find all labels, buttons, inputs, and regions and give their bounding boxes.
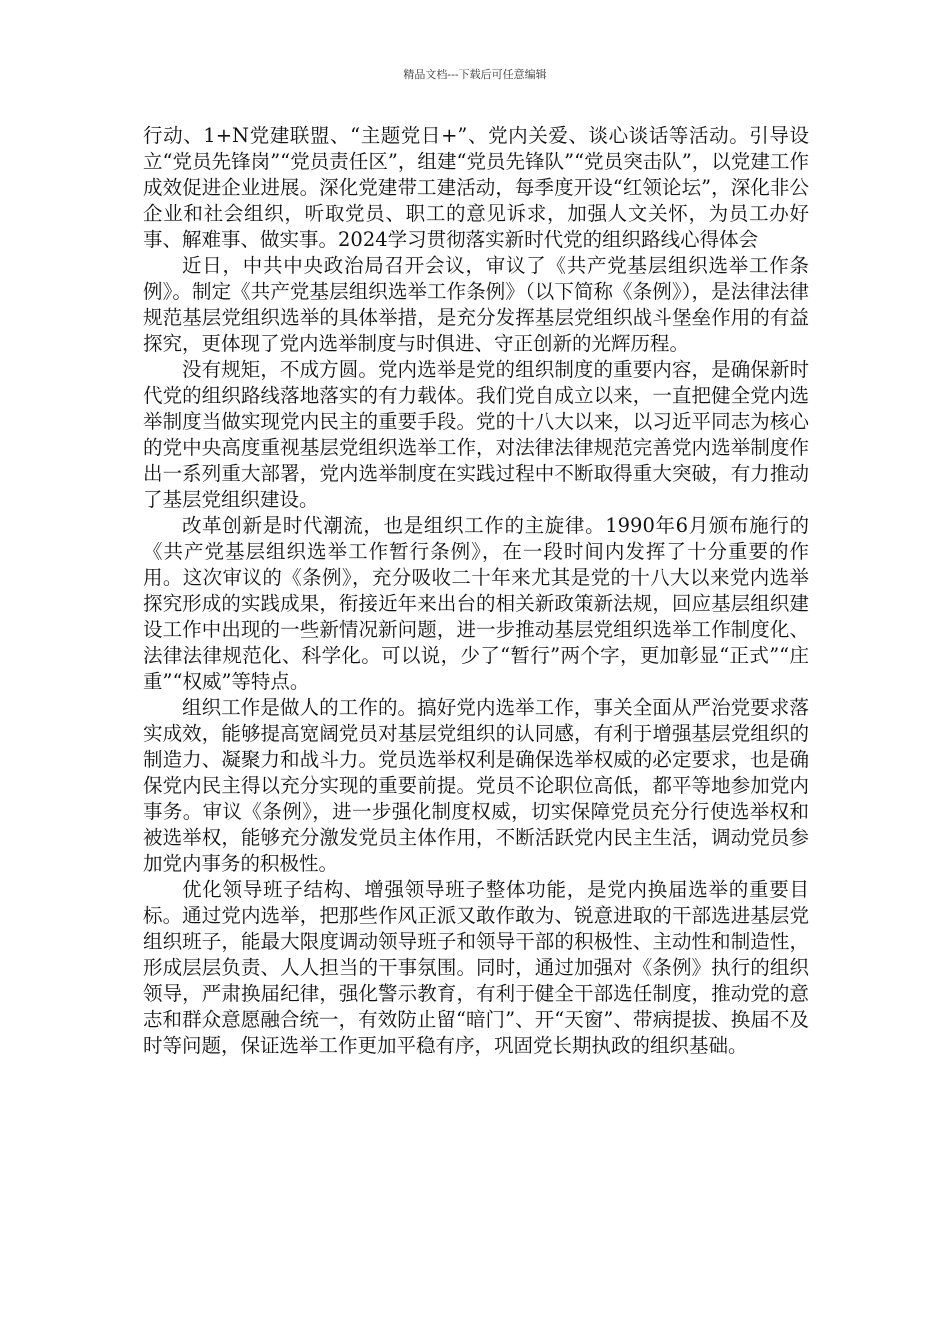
paragraph: 改革创新是时代潮流，也是组织工作的主旋律。1990年6月颁布施行的《共产党基层组织选举工作暂行条例》，在一段时间内发挥了十分重要的作用。这次审议的《条例》，充分吸收二十年来尤其是党的十八大以来党内选举探究形成的实践成果，衔接近年来出台的相关新政策新法规，回应基层组织建设工作中出现的一些新情况新问题，进一步推动基层党组织选举工作制度化、法律法律规范化、科学化。可以说，少了“暂行”两个字，更加彰显“正式”“庄重”“权威”等特点。	[143, 514, 809, 693]
paragraph: 没有规矩，不成方圆。党内选举是党的组织制度的重要内容，是确保新时代党的组织路线落地落实的有力载体。我们党自成立以来，一直把健全党内选举制度当做实现党内民主的重要手段。党的十八大以来，以习近平同志为核心的党中央高度重视基层党组织选举工作，对法律法律规范完善党内选举制度作出一系列重大部署，党内选举制度在实践过程中不断取得重大突破，有力推动了基层党组织建设。	[143, 358, 809, 511]
paragraph: 优化领导班子结构、增强领导班子整体功能，是党内换届选举的重要目标。通过党内选举，把那些作风正派又敢作敢为、锐意进取的干部选进基层党组织班子，能最大限度调动领导班子和领导干部的积极性、主动性和制造性，形成层层负责、人人担当的干事氛围。同时，通过加强对《条例》执行的组织领导，严肃换届纪律，强化警示教育，有利于健全干部选任制度，推动党的意志和群众意愿融合统一，有效防止留“暗门”、开“天窗”、带病提拔、换届不及时等问题，保证选举工作更加平稳有序，巩固党长期执政的组织基础。	[143, 878, 809, 1057]
page-header-note: 精品文档---下载后可任意编辑	[403, 68, 547, 81]
paragraph: 组织工作是做人的工作的。搞好党内选举工作，事关全面从严治党要求落实成效，能够提高宽阔党员对基层党组织的认同感，有利于增强基层党组织的制造力、凝聚力和战斗力。党员选举权利是确保选举权威的必定要求，也是确保党内民主得以充分实现的重要前提。党员不论职位高低，都平等地参加党内事务。审议《条例》，进一步强化制度权威，切实保障党员充分行使选举权和被选举权，能够充分激发党员主体作用，不断活跃党内民主生活，调动党员参加党内事务的积极性。	[143, 696, 809, 875]
document-body	[143, 123, 809, 1059]
paragraph-continued: 行动、1+N党建联盟、“主题党日+”、党内关爱、谈心谈话等活动。引导设立“党员先锋岗”“党员责任区”，组建“党员先锋队”“党员突击队”，以党建工作成效促进企业进展。深化党建带工建活动，每季度开设“红领论坛”，深化非公企业和社会组织，听取党员、职工的意见诉求，加强人文关怀，为员工办好事、解难事、做实事。2024学习贯彻落实新时代党的组织路线心得体会	[143, 124, 809, 251]
paragraph: 近日，中共中央政治局召开会议，审议了《共产党基层组织选举工作条例》。制定《共产党基层组织选举工作条例》（以下简称《条例》），是法律法律规范基层党组织选举的具体举措，是充分发挥基层党组织战斗堡垒作用的有益探究，更体现了党内选举制度与时俱进、守正创新的光辉历程。	[143, 254, 809, 355]
